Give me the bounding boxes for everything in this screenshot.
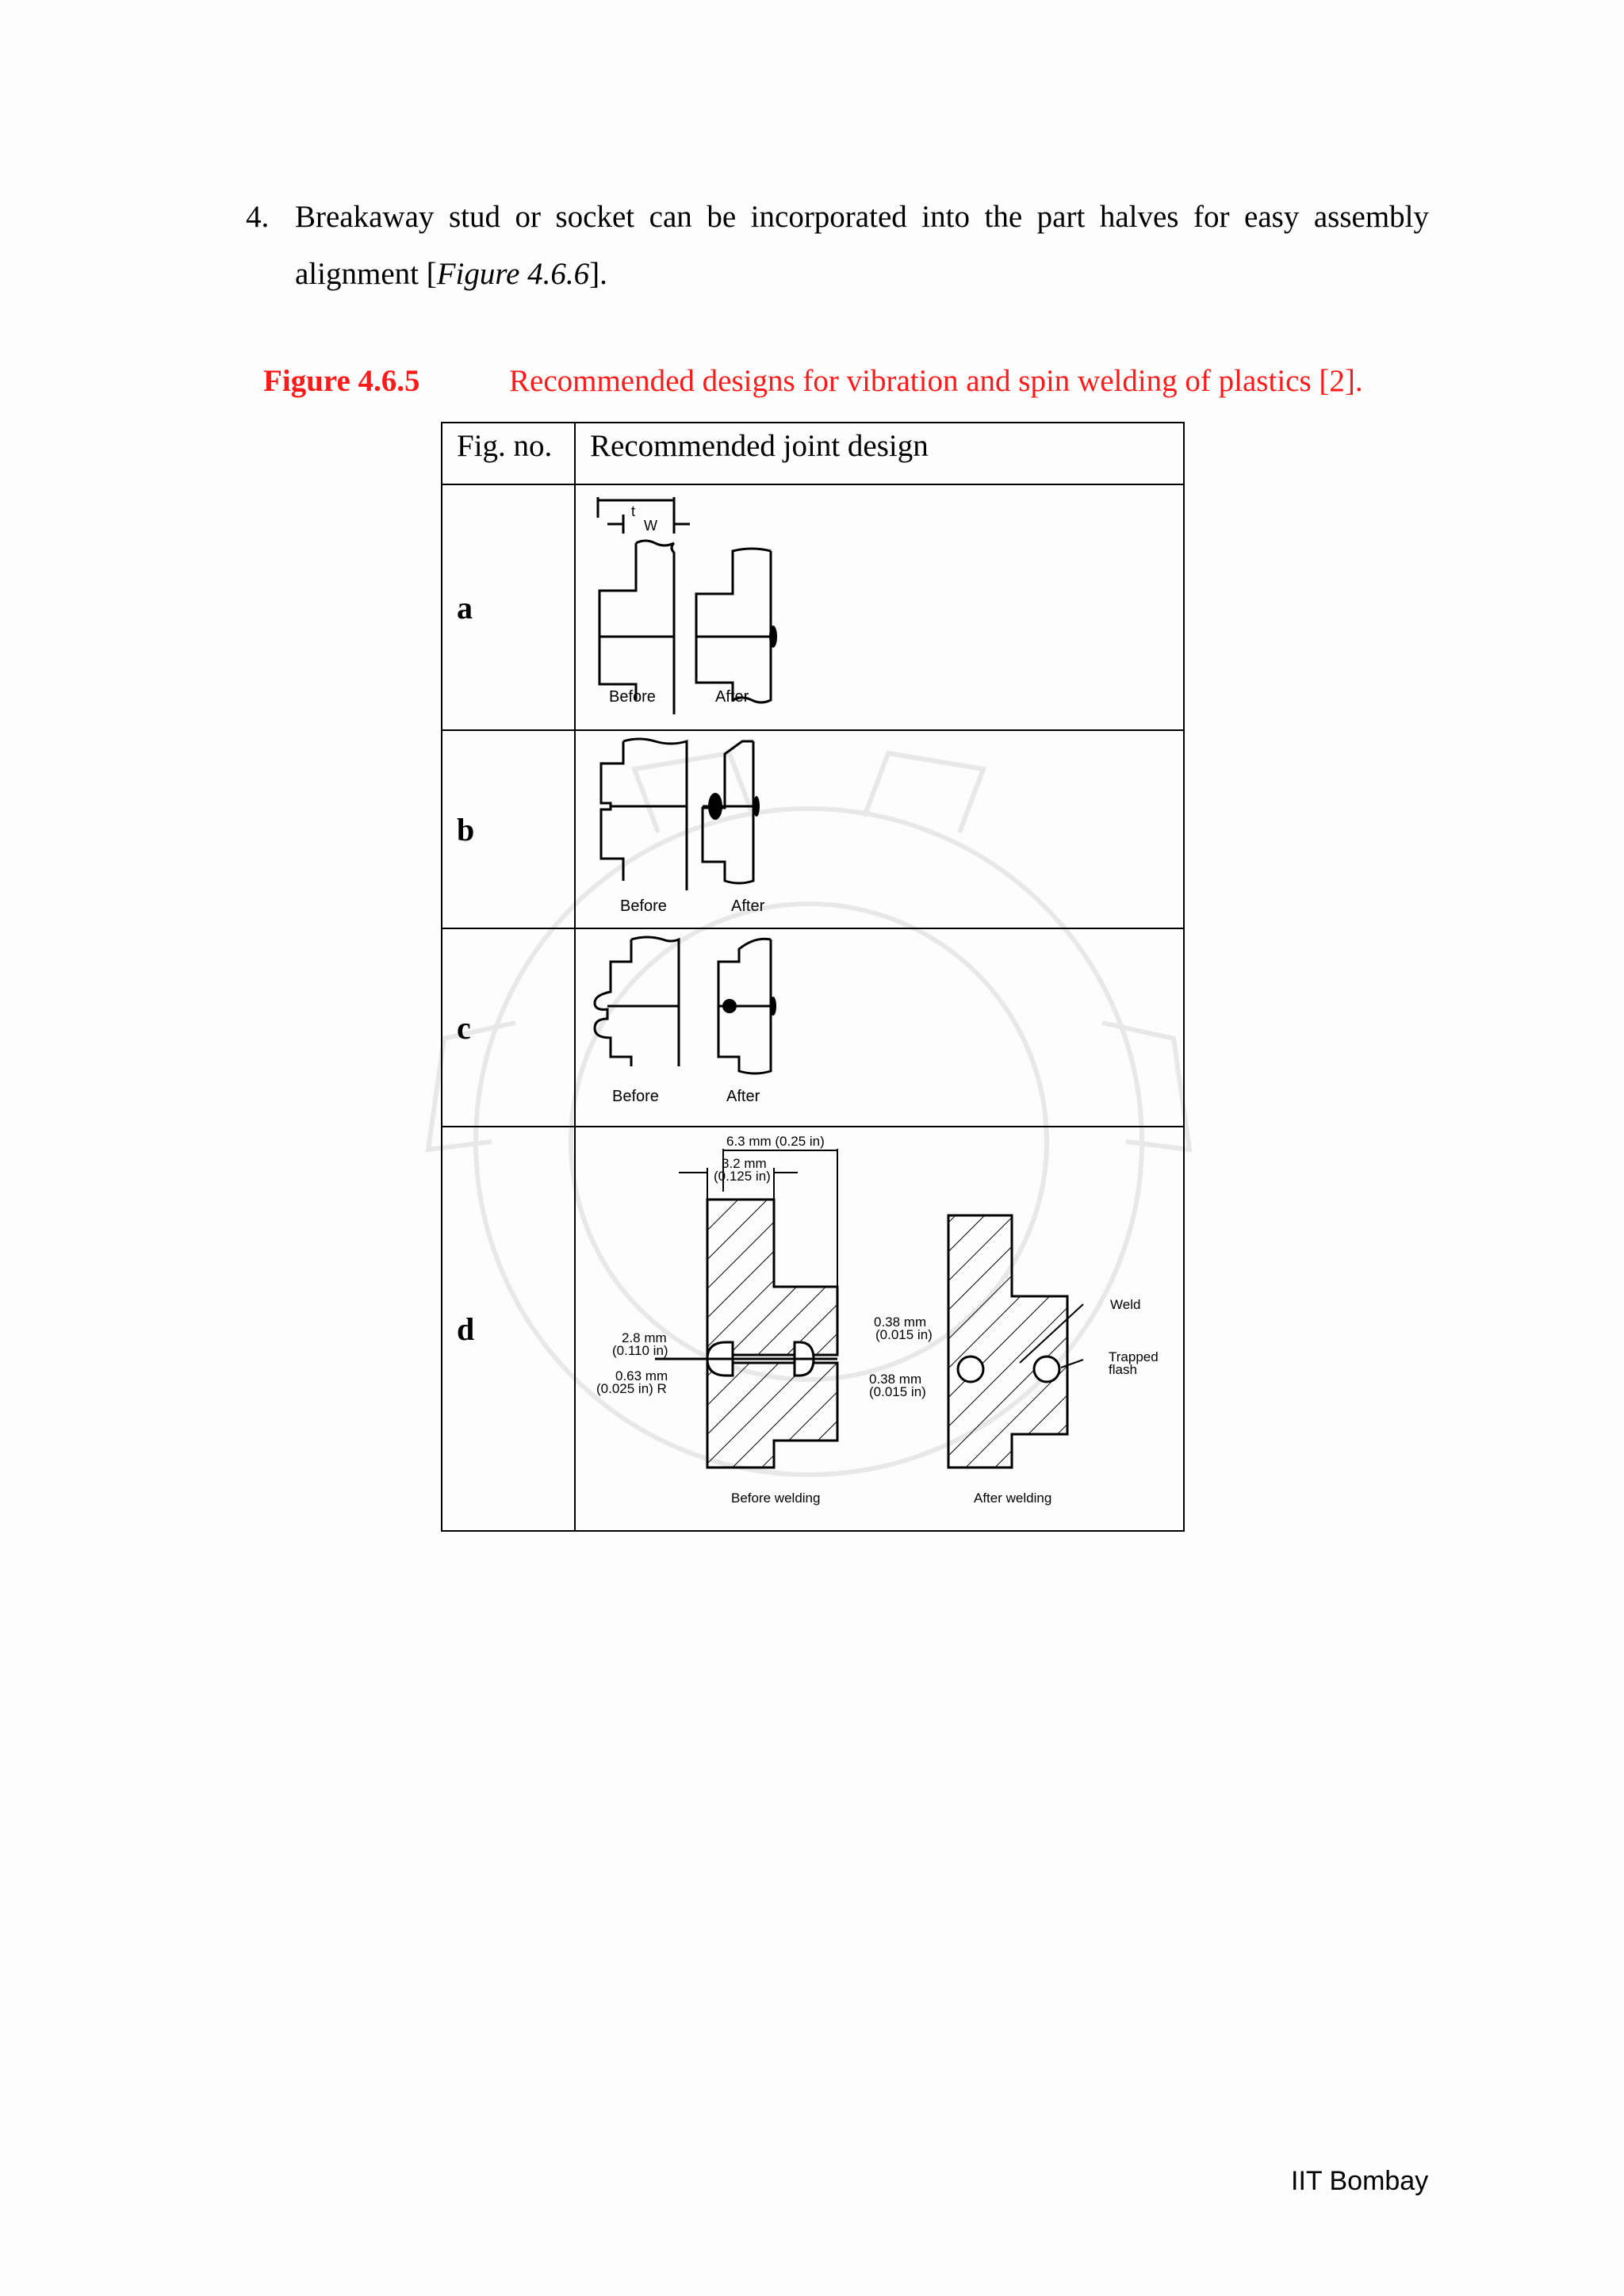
weld-label: Weld xyxy=(1110,1297,1141,1312)
dim-radius-b: (0.025 in) R xyxy=(596,1381,667,1396)
row-label-cell xyxy=(442,730,575,928)
after-welding-label: After welding xyxy=(974,1490,1052,1506)
before-label: Before xyxy=(620,897,667,915)
dim-gap-a: 2.8 mm xyxy=(622,1330,667,1345)
joint-drawing-c xyxy=(576,930,1183,1125)
row-label-cell xyxy=(442,928,575,1127)
after-label: After xyxy=(726,1088,760,1105)
dim-radius-a: 0.63 mm xyxy=(615,1368,668,1383)
joint-drawing-cell xyxy=(575,730,1184,928)
figure-reference: Figure 4.6.6 xyxy=(436,257,590,291)
list-text xyxy=(295,189,1429,303)
joint-drawing-a xyxy=(576,486,1183,729)
dim-stud-a: 3.2 mm xyxy=(722,1156,767,1171)
dim-clear-a: 0.38 mm xyxy=(874,1314,927,1330)
row-label: b xyxy=(457,811,475,848)
table-header-row xyxy=(442,423,1184,484)
flash-label: flash xyxy=(1109,1362,1137,1377)
figure-label: Figure 4.6.5 xyxy=(263,364,420,398)
joint-drawing-cell xyxy=(575,1127,1184,1531)
dim-stud-b: (0.125 in) xyxy=(714,1169,771,1184)
row-label-cell xyxy=(442,1127,575,1531)
dim-gap-b: (0.110 in) xyxy=(612,1343,668,1358)
dim-flash-a: 0.38 mm xyxy=(869,1372,922,1387)
header-fig-no: Fig. no. xyxy=(442,423,575,484)
joint-drawing-b xyxy=(576,732,1183,927)
before-label: Before xyxy=(612,1088,659,1105)
dim-clear-b: (0.015 in) xyxy=(875,1327,933,1342)
figure-caption-text: Recommended designs for vibration and spin welding of plastics [2]. xyxy=(509,364,1363,398)
joint-drawing-cell xyxy=(575,484,1184,730)
joint-drawing-d xyxy=(576,1128,1183,1529)
row-label: c xyxy=(457,1009,471,1046)
table-row xyxy=(442,730,1184,928)
table-row xyxy=(442,928,1184,1127)
row-label-cell xyxy=(442,484,575,730)
row-label: a xyxy=(457,589,473,626)
list-number: 4. xyxy=(246,200,270,234)
table-row xyxy=(442,484,1184,730)
before-welding-label: Before welding xyxy=(731,1490,821,1506)
row-label: d xyxy=(457,1311,475,1347)
dim-flash-b: (0.015 in) xyxy=(869,1384,926,1399)
dim-overall: 6.3 mm (0.25 in) xyxy=(726,1134,825,1149)
dim-w-label: W xyxy=(644,518,657,534)
list-text-main: Breakaway stud or socket can be incorporated into the part halves for easy assembly alignment [ xyxy=(295,200,1429,291)
footer-institution: IIT Bombay xyxy=(1291,2166,1429,2196)
after-label: After xyxy=(715,688,749,706)
header-joint-design: Recommended joint design xyxy=(575,423,1184,484)
table-row xyxy=(442,1127,1184,1531)
list-text-end: ]. xyxy=(589,257,607,291)
joint-design-table xyxy=(441,422,1185,1532)
list-item-4 xyxy=(246,189,1429,303)
joint-drawing-cell xyxy=(575,928,1184,1127)
trapped-label: Trapped xyxy=(1109,1349,1159,1364)
after-label: After xyxy=(731,897,765,915)
dim-t-label: t xyxy=(631,503,636,519)
before-label: Before xyxy=(609,688,656,706)
